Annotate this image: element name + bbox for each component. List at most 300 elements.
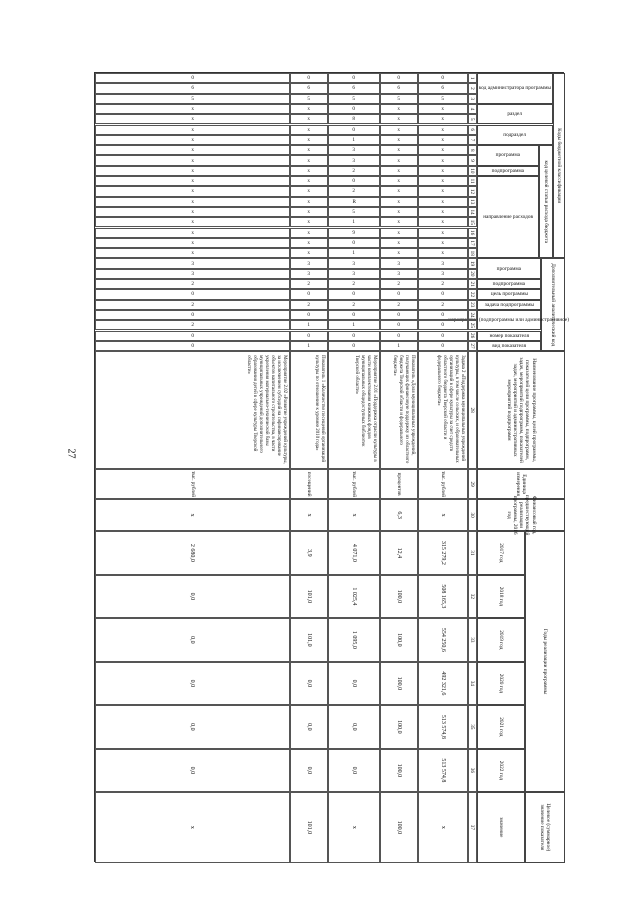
code-cell	[380, 176, 418, 186]
code-cell	[290, 248, 328, 258]
row-target	[95, 792, 290, 863]
row-year-value	[418, 618, 468, 662]
row-year-value	[290, 575, 328, 619]
code-cell-text: 3	[441, 260, 445, 267]
code-cell-text: x	[397, 209, 401, 216]
code-cell-text: 0	[397, 322, 401, 329]
code-cell-text: x	[441, 229, 445, 236]
code-cell	[380, 279, 418, 289]
code-cell-text: x	[441, 178, 445, 185]
header-expense-code	[539, 145, 553, 258]
code-cell	[290, 166, 328, 176]
code-cell	[328, 310, 380, 320]
header-cel-text: цель программы	[490, 291, 528, 298]
column-number-8	[468, 145, 477, 155]
code-cell-text: 0	[397, 291, 401, 298]
code-cell	[95, 269, 290, 279]
column-number-3-text: 3	[469, 97, 476, 101]
header-unit-text: Единица измерения	[515, 472, 528, 496]
code-cell	[328, 104, 380, 114]
code-cell-text: 2	[352, 188, 356, 195]
column-number-30-text: 30	[469, 512, 476, 518]
code-cell	[418, 176, 468, 186]
column-number-21	[468, 279, 477, 289]
header-years-title-text: Годы реализации программы	[542, 628, 549, 695]
column-number-24	[468, 310, 477, 320]
column-number-18-text: 18	[469, 250, 476, 256]
row-year-value	[328, 618, 380, 662]
code-cell-text: 0	[191, 291, 194, 298]
code-cell-text: x	[191, 239, 194, 246]
row-year-value	[380, 705, 418, 749]
code-cell	[380, 341, 418, 351]
code-cell	[380, 320, 418, 330]
code-cell-text: x	[397, 219, 401, 226]
code-cell	[380, 125, 418, 135]
code-cell	[95, 341, 290, 351]
code-cell-text: 0	[352, 106, 356, 113]
code-cell-text: x	[191, 198, 194, 205]
column-number-28	[468, 351, 477, 469]
header-year-3	[477, 618, 525, 662]
code-cell	[418, 94, 468, 104]
code-cell-text: 3	[307, 260, 311, 267]
code-cell-text: 2	[441, 301, 445, 308]
code-cell-text: x	[191, 147, 194, 154]
row-unit-text: тыс. рублей	[440, 471, 447, 498]
code-cell	[380, 228, 418, 238]
code-cell-text: 3	[191, 260, 194, 267]
row-year-value	[418, 531, 468, 575]
code-cell	[290, 238, 328, 248]
row-year-value-text: 0,0	[189, 723, 196, 731]
code-cell	[380, 217, 418, 227]
header-target-value-text: значение	[498, 817, 505, 838]
header-programma-dk-text: программа	[496, 265, 522, 272]
column-number-32-text: 32	[469, 593, 476, 599]
code-cell-text: x	[441, 157, 445, 164]
header-year-5-text: 2021 год	[498, 717, 505, 737]
code-cell-text: x	[191, 229, 194, 236]
column-number-25	[468, 320, 477, 330]
header-podprogramma-ks	[477, 166, 539, 176]
column-number-1-text: 1	[469, 76, 476, 80]
row-name-text: Задача 2 «Поддержка муниципальных учреждений культуры, в том числе сельских, и образовательных организаций в сфере культуры за счет средств областного бюджета Тверской области и федерального бюджета»	[436, 355, 465, 463]
code-cell	[328, 289, 380, 299]
row-unit	[95, 469, 290, 499]
code-cell	[380, 310, 418, 320]
code-cell-text: x	[397, 116, 401, 123]
header-razdel-text: раздел	[507, 111, 523, 118]
code-cell	[95, 73, 290, 83]
code-cell-text: 9	[352, 229, 356, 236]
code-cell-text: 2	[191, 322, 194, 329]
row-name	[380, 351, 418, 469]
code-cell-text: x	[397, 106, 401, 113]
header-year-3-text: 2019 год	[498, 630, 505, 650]
row-year-value	[290, 531, 328, 575]
code-cell-text: 2	[191, 281, 194, 288]
code-cell-text: x	[307, 178, 311, 185]
row-target-text: 101,0	[306, 820, 312, 835]
code-cell-text: 2	[307, 301, 311, 308]
code-cell-text: 1	[307, 322, 311, 329]
code-cell-text: 1	[352, 136, 356, 143]
header-year-4-text: 2020 год	[498, 673, 505, 693]
column-number-19-text: 19	[469, 260, 476, 267]
code-cell	[380, 248, 418, 258]
column-number-29-text: 29	[469, 481, 476, 487]
code-cell	[418, 300, 468, 310]
row-fin-year-text: x	[440, 513, 446, 517]
column-number-33-text: 33	[469, 637, 476, 643]
code-cell-text: 3	[352, 147, 356, 154]
code-cell	[380, 289, 418, 299]
column-number-16	[468, 228, 477, 238]
code-cell-text: x	[191, 167, 194, 174]
row-unit-text: тыс. рублей	[351, 471, 358, 498]
header-additional-code	[541, 258, 565, 351]
code-cell	[95, 83, 290, 93]
code-cell	[290, 94, 328, 104]
row-year-value-text: 554 250,6	[440, 627, 446, 652]
code-cell	[328, 135, 380, 145]
header-target-value	[477, 792, 525, 863]
code-cell-text: x	[307, 157, 311, 164]
column-number-34	[468, 662, 477, 706]
code-cell-text: 0	[397, 312, 401, 319]
row-year-value	[380, 531, 418, 575]
code-cell-text: 1	[352, 250, 356, 257]
code-cell-text: x	[397, 167, 401, 174]
code-cell	[328, 145, 380, 155]
code-cell	[328, 125, 380, 135]
header-year-6	[477, 749, 525, 793]
column-number-12-text: 12	[469, 188, 476, 195]
column-number-17	[468, 238, 477, 248]
column-number-27	[468, 341, 477, 351]
column-number-26	[468, 331, 477, 341]
code-cell-text: x	[397, 147, 401, 154]
row-fin-year	[290, 499, 328, 531]
code-cell	[380, 104, 418, 114]
code-cell	[95, 155, 290, 165]
code-cell	[95, 197, 290, 207]
row-unit-text: тыс. рублей	[189, 471, 196, 498]
code-cell-text: x	[397, 229, 401, 236]
header-admin-code-text: код администратора программы	[478, 85, 552, 92]
code-cell-text: 0	[397, 332, 401, 339]
code-cell-text: x	[441, 106, 445, 113]
code-cell	[418, 135, 468, 145]
row-year-value	[290, 662, 328, 706]
column-number-22-text: 22	[469, 291, 476, 298]
code-cell-text: x	[307, 126, 311, 133]
code-cell-text: x	[307, 147, 311, 154]
code-cell-text: 6	[441, 85, 445, 92]
code-cell-text: 0	[307, 75, 311, 82]
code-cell-text: x	[307, 239, 311, 246]
header-name	[477, 351, 565, 469]
code-cell	[418, 155, 468, 165]
row-fin-year-text: x	[189, 513, 196, 517]
code-cell-text: 0	[352, 291, 356, 298]
header-additional-code-text: Дополнительный аналитический код	[550, 263, 557, 347]
row-fin-year	[380, 499, 418, 531]
code-cell	[418, 289, 468, 299]
code-cell	[328, 238, 380, 248]
code-cell	[95, 320, 290, 330]
code-cell-text: 6	[352, 85, 356, 92]
row-year-value-text: 508 165,3	[440, 584, 446, 609]
code-cell	[290, 341, 328, 351]
column-number-2-text: 2	[469, 87, 476, 90]
code-cell	[328, 166, 380, 176]
row-year-value-text: 2 680,0	[189, 543, 196, 562]
header-podprogramma-dk	[477, 279, 541, 289]
header-programma-dk	[477, 258, 541, 279]
column-number-7-text: 7	[469, 138, 476, 142]
row-fin-year-text: x	[351, 513, 357, 517]
row-year-value	[290, 749, 328, 793]
column-number-19	[468, 258, 477, 268]
code-cell	[418, 73, 468, 83]
code-cell-text: x	[441, 239, 445, 246]
row-target-text: 100,0	[396, 820, 402, 835]
code-cell	[95, 289, 290, 299]
code-cell-text: x	[397, 250, 401, 257]
code-cell-text: 0	[191, 342, 194, 349]
code-cell	[95, 104, 290, 114]
code-cell-text: 2	[397, 301, 401, 308]
code-cell-text: 3	[352, 157, 356, 164]
column-number-9-text: 9	[469, 159, 476, 162]
header-year-1	[477, 531, 525, 575]
code-cell	[95, 279, 290, 289]
row-year-value-text: 0,0	[351, 766, 357, 775]
row-name	[95, 351, 290, 469]
row-year-value	[328, 705, 380, 749]
column-number-23-text: 23	[469, 302, 476, 308]
header-pokazatel-text: номер показателя	[489, 332, 529, 339]
column-number-11	[468, 176, 477, 186]
code-cell-text: 0	[441, 322, 445, 329]
code-cell-text: x	[397, 126, 401, 133]
code-cell	[290, 125, 328, 135]
code-cell	[380, 155, 418, 165]
row-fin-year-text: 6,3	[396, 511, 402, 519]
code-cell	[95, 300, 290, 310]
column-number-27-text: 27	[469, 343, 476, 349]
column-number-36	[468, 749, 477, 793]
code-cell	[95, 94, 290, 104]
code-cell-text: x	[307, 198, 311, 205]
code-cell-text: x	[307, 229, 311, 236]
column-number-20-text: 20	[469, 271, 476, 277]
code-cell	[328, 114, 380, 124]
row-fin-year-text: x	[306, 513, 312, 517]
code-cell	[328, 279, 380, 289]
column-number-13	[468, 197, 477, 207]
row-year-value-text: 101,0	[306, 589, 312, 604]
code-cell	[290, 320, 328, 330]
row-year-value-text: 0,0	[189, 679, 196, 688]
header-year-1-text: 2017 год	[498, 543, 505, 563]
code-cell-text: x	[191, 116, 194, 123]
code-cell-text: 3	[307, 270, 311, 277]
row-fin-year	[328, 499, 380, 531]
code-cell-text: x	[191, 126, 194, 133]
code-cell	[290, 207, 328, 217]
code-cell-text: x	[307, 250, 311, 257]
code-cell-text: 0	[352, 239, 356, 246]
row-year-value	[328, 749, 380, 793]
code-cell	[95, 310, 290, 320]
code-cell-text: x	[397, 178, 401, 185]
code-cell	[95, 248, 290, 258]
code-cell-text: 3	[191, 270, 194, 277]
code-cell-text: x	[307, 116, 311, 123]
code-cell	[418, 248, 468, 258]
code-cell	[95, 125, 290, 135]
row-year-value	[380, 749, 418, 793]
column-number-5-text: 5	[469, 118, 476, 121]
code-cell	[290, 176, 328, 186]
header-fin-year-text: Финансовый год, предшествующий реализации программы, 2016 год	[505, 494, 537, 536]
code-cell-text: x	[441, 136, 445, 143]
header-zadacha	[477, 300, 541, 310]
code-cell	[418, 310, 468, 320]
row-year-value-text: 492 321,6	[440, 671, 446, 696]
code-cell	[418, 258, 468, 268]
code-cell	[290, 279, 328, 289]
row-year-value-text: 0,0	[351, 723, 357, 731]
code-cell	[328, 300, 380, 310]
code-cell-text: 5	[352, 95, 356, 102]
code-cell	[418, 125, 468, 135]
code-cell	[418, 145, 468, 155]
code-cell-text: 0	[397, 75, 401, 82]
code-cell	[380, 186, 418, 196]
row-year-value-text: 0,0	[189, 592, 196, 601]
row-year-value-text: 0,0	[189, 766, 196, 775]
code-cell-text: 0	[191, 75, 194, 82]
row-unit	[290, 469, 328, 499]
code-cell-text: 0	[307, 291, 311, 298]
header-admin-code	[477, 73, 553, 104]
code-cell	[328, 217, 380, 227]
code-cell-text: x	[441, 219, 445, 226]
row-fin-year	[418, 499, 468, 531]
code-cell-text: 3	[397, 260, 401, 267]
code-cell-text: 0	[352, 312, 356, 319]
code-cell	[95, 166, 290, 176]
header-podrazdel	[477, 125, 553, 146]
code-cell-text: x	[307, 219, 311, 226]
code-cell	[380, 269, 418, 279]
code-cell	[328, 94, 380, 104]
code-cell	[418, 320, 468, 330]
header-year-4	[477, 662, 525, 706]
code-cell-text: x	[441, 147, 445, 154]
code-cell-text: 6	[397, 85, 401, 92]
column-number-30	[468, 499, 477, 531]
code-cell-text: 0	[307, 312, 311, 319]
code-cell-text: 0	[441, 312, 445, 319]
row-year-value	[95, 618, 290, 662]
row-target	[418, 792, 468, 863]
header-vid	[477, 341, 541, 351]
row-year-value	[380, 662, 418, 706]
column-number-12	[468, 186, 477, 196]
row-year-value	[418, 749, 468, 793]
header-years-title	[525, 531, 565, 792]
row-year-value-text: 1 025,4	[351, 587, 357, 606]
code-cell	[418, 197, 468, 207]
column-number-23	[468, 300, 477, 310]
column-number-37-text: 37	[469, 824, 476, 830]
code-cell	[380, 238, 418, 248]
code-cell-text: x	[307, 106, 311, 113]
code-cell-text: x	[191, 178, 194, 185]
code-cell	[418, 279, 468, 289]
code-cell	[380, 145, 418, 155]
code-cell	[380, 94, 418, 104]
code-cell	[328, 176, 380, 186]
code-cell	[418, 114, 468, 124]
code-cell	[418, 331, 468, 341]
row-year-value-text: 100,0	[396, 676, 402, 691]
code-cell-text: x	[307, 209, 311, 216]
code-cell	[418, 269, 468, 279]
code-cell	[95, 145, 290, 155]
code-cell-text: x	[307, 188, 311, 195]
row-name-text: Показатель «Доля муниципальных учреждений, получающих финансовую поддержку из областного бюджета Тверской области и федерального бюджета»	[392, 355, 415, 464]
column-number-22	[468, 289, 477, 299]
header-napravlenie	[477, 176, 539, 258]
code-cell	[95, 217, 290, 227]
code-cell-text: x	[191, 219, 194, 226]
code-cell-text: 3	[352, 270, 356, 277]
code-cell-text: x	[191, 106, 194, 113]
code-cell	[380, 166, 418, 176]
row-name-text: Мероприятие 2.01 «Поддержка отрасли культуры в части комплектования книжных фондов муниципальных общедоступных библиотек Тверской области»	[354, 355, 377, 462]
row-year-value	[418, 705, 468, 749]
row-name	[290, 351, 328, 469]
column-number-35	[468, 705, 477, 749]
code-cell-text: 0	[441, 342, 445, 349]
code-cell-text: 0	[441, 291, 445, 298]
code-cell-text: x	[441, 198, 445, 205]
row-unit	[380, 469, 418, 499]
column-number-6	[468, 125, 477, 135]
code-cell	[328, 228, 380, 238]
code-cell	[418, 104, 468, 114]
column-number-8-text: 8	[469, 148, 476, 152]
header-pokazatel	[477, 331, 541, 341]
code-cell	[418, 186, 468, 196]
code-cell	[328, 197, 380, 207]
code-cell	[328, 258, 380, 268]
code-cell	[290, 114, 328, 124]
row-year-value	[95, 662, 290, 706]
column-number-18	[468, 248, 477, 258]
header-podprogramma-dk-text: подпрограмма	[492, 281, 526, 288]
column-number-5	[468, 114, 477, 124]
row-unit-text: процентов	[396, 472, 403, 496]
header-vid-text: вид показателя	[492, 342, 526, 349]
code-cell-text: 3	[441, 270, 445, 277]
